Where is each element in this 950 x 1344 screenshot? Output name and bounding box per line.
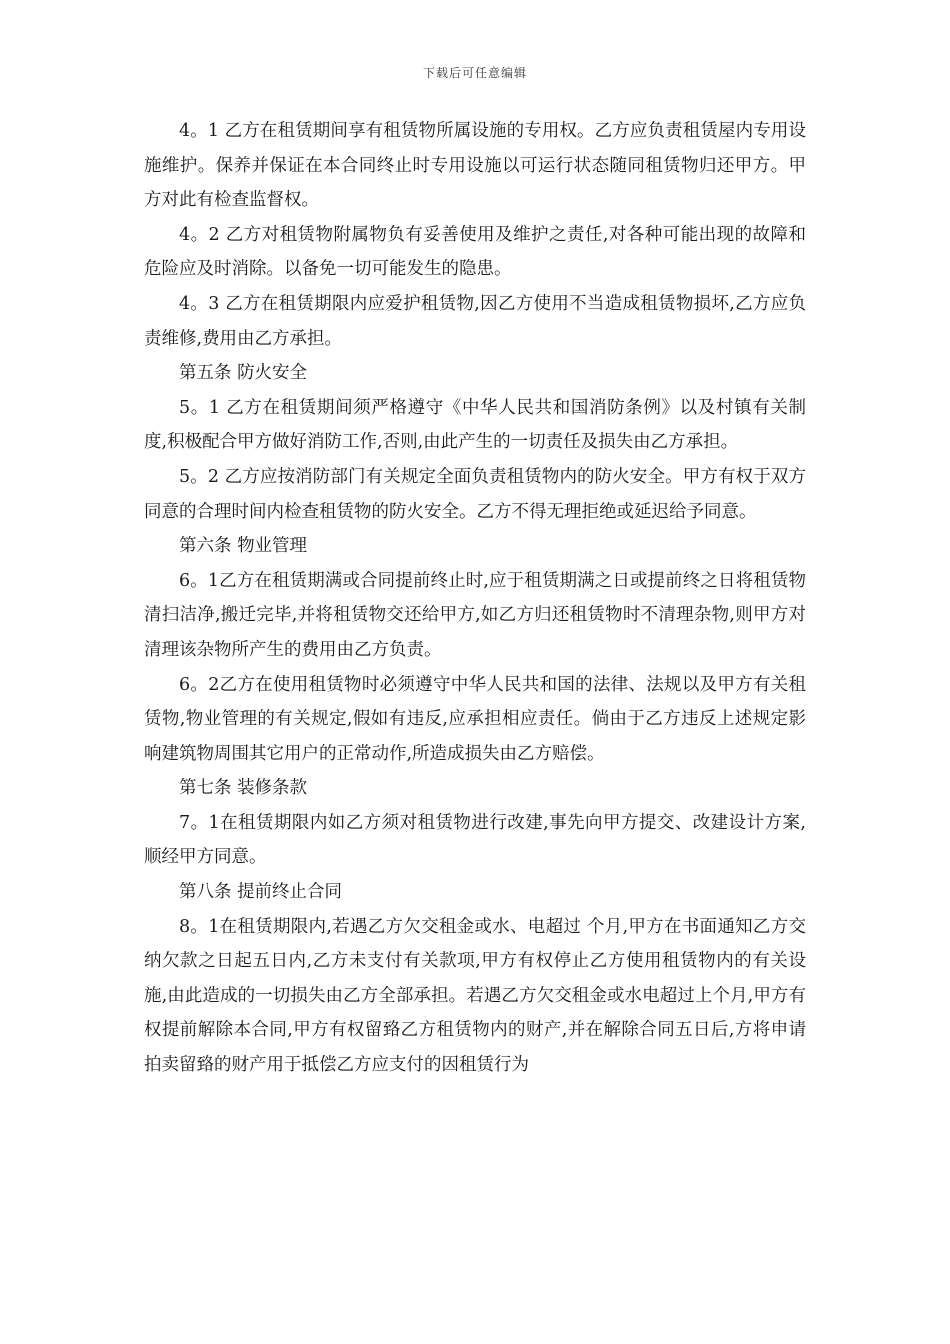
page-header: 下载后可任意编辑 [422, 66, 527, 80]
clause-7-1: 7。1在租赁期限内如乙方须对租赁物进行改建,事先向甲方提交、改建设计方案,顺经甲方同意。 [144, 812, 806, 868]
clause-4-3: 4。3 乙方在租赁期限内应爱护租赁物,因乙方使用不当造成租赁物损坏,乙方应负责维修,费用由乙方承担。 [144, 293, 806, 349]
article-5-heading: 第五条 防火安全 [179, 363, 308, 384]
clause-6-2: 6。2乙方在使用租赁物时必须遵守中华人民共和国的法律、法规以及甲方有关租赁物,物业管理的有关规定,假如有违反,应承担相应责任。倘由于乙方违反上述规定影响建筑物周围其它用户的正常动作,所造成损失由乙方赔偿。 [144, 674, 806, 764]
clause-6-1: 6。1乙方在租赁期满或合同提前终止时,应于租赁期满之日或提前终之日将租赁物清扫洁净,搬迁完毕,并将租赁物交还给甲方,如乙方归还租赁物时不清理杂物,则甲方对清理该杂物所产生的费用由乙方负责。 [144, 570, 806, 660]
clause-4-2: 4。2 乙方对租赁物附属物负有妥善使用及维护之责任,对各种可能出现的故障和危险应及时消除。以备免一切可能发生的隐患。 [144, 224, 806, 280]
article-6-heading: 第六条 物业管理 [179, 536, 308, 557]
article-7-heading: 第七条 装修条款 [179, 778, 308, 799]
clause-5-2: 5。2 乙方应按消防部门有关规定全面负责租赁物内的防火安全。甲方有权于双方同意的合理时间内检查租赁物的防火安全。乙方不得无理拒绝或延迟给予同意。 [144, 466, 806, 522]
clause-5-1: 5。1 乙方在租赁期间须严格遵守《中华人民共和国消防条例》以及村镇有关制度,积极配合甲方做好消防工作,否则,由此产生的一切责任及损失由乙方承担。 [144, 397, 806, 453]
clause-8-1: 8。1在租赁期限内,若遇乙方欠交租金或水、电超过 个月,甲方在书面通知乙方交纳欠款之日起五日内,乙方未支付有关款项,甲方有权停止乙方使用租赁物内的有关设施,由此造成的一切损失由乙方全部承担。若遇乙方欠交租金或水电超过上个月,甲方有权提前解除本合同,甲方有权留臵乙方租赁物内的财产,并在解除合同五日后,方将申请拍卖留臵的财产用于抵偿乙方应支付的因租赁行为 [144, 916, 806, 1076]
article-8-heading: 第八条 提前终止合同 [179, 882, 343, 903]
document-body [144, 114, 806, 1083]
clause-4-1: 4。1 乙方在租赁期间享有租赁物所属设施的专用权。乙方应负责租赁屋内专用设施维护。保养并保证在本合同终止时专用设施以可运行状态随同租赁物归还甲方。甲方对此有检查监督权。 [144, 121, 806, 211]
